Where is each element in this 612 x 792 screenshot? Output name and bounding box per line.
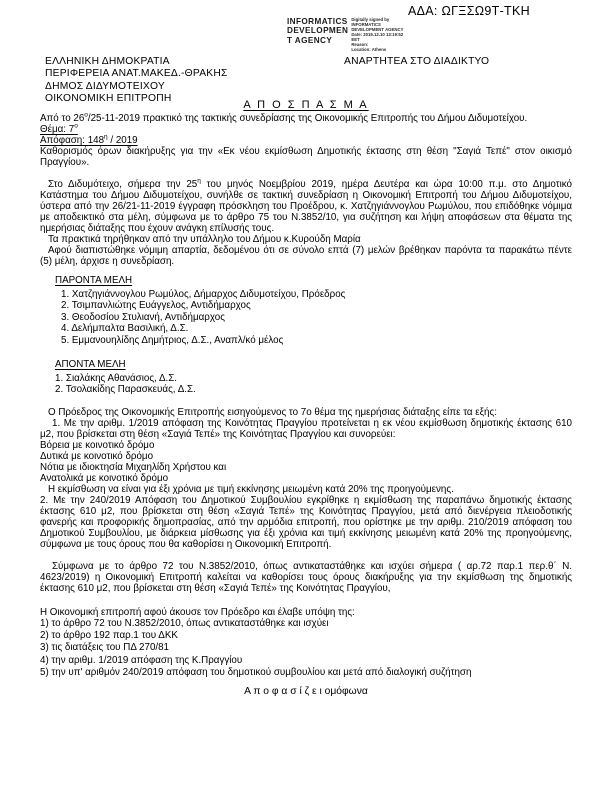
absent-member-row: 1. Σιαλάκης Αθανάσιος, Δ.Σ. [55, 372, 178, 384]
decision-number-year: / 2019 [107, 135, 138, 146]
considerations-list [40, 618, 572, 680]
signature-detail-line: EET [351, 37, 360, 42]
signature-details [351, 17, 403, 52]
publication-notice: ΑΝΑΡΤΗΤΕΑ ΣΤΟ ΔΙΑΔΙΚΤΥΟ [344, 56, 490, 67]
boundary-north-line: Βόρεια με κοινοτικό δρόμο [40, 439, 155, 451]
intro-text: Στο Διδυμότειχο, σήμερα την 25 [48, 179, 198, 190]
verdict-line: Α π ο φ α σ ί ζ ε ι ομόφωνα [244, 685, 368, 697]
signature-detail-line: Date: 2019.12.10 13:19:52 [351, 32, 404, 37]
consideration-item: 1) το άρθρο 72 του Ν.3852/2010, όπως αντικαταστάθηκε και ισχύει [40, 617, 329, 629]
theme-superscript: ο [74, 122, 78, 130]
source-superscript: ο [84, 111, 88, 119]
digital-signature-stamp [287, 17, 403, 52]
signature-detail-line: Digitally signed by [351, 17, 390, 22]
consideration-item: 3) τις διατάξεις του ΠΔ 270/81 [40, 642, 170, 654]
agency-line: INFORMATICS [287, 17, 348, 26]
boundary-south-line: Νότια με ιδιοκτησία Μιχαηλίδη Χρήστου και [40, 461, 227, 473]
agency-line: DEVELOPMEN [287, 26, 349, 36]
present-member-row: 1. Χατζηγιάννογλου Ρωμύλος, Δήμαρχος Διδυμοτείχου, Πρόεδρος [61, 288, 346, 300]
decision-number-superscript: η [104, 133, 108, 141]
point1-paragraph: 1. Με την αριθμ. 1/2019 απόφαση της Κοινότητας Πραγγίου προτείνεται η εκ νέου εκμίσθωση δημοτικής έκτασης 610 μ2, που βρίσκεται στη θέση «Σαγιά Τεπέ» της Κοινότητας Πραγγίου και συνορεύει: [40, 417, 572, 440]
decision-number-text: Απόφαση: 148 [40, 135, 105, 146]
minutes-keeper-line: Τα πρακτικά τηρήθηκαν από την υπάλληλο του Δήμου κ.Κυρούδη Μαρία [48, 234, 361, 245]
present-member-row: 3. Θεοδοσίου Στυλιανή, Αντιδήμαρχος [61, 311, 225, 323]
boundary-west-line: Δυτικά με κοινοτικό δρόμο [40, 450, 154, 462]
present-member-row: 5. Εμμανουηλίδης Δημήτριος, Δ.Σ., Αναπλ/κό μέλος [61, 334, 284, 346]
quorum-paragraph: Αφού διαπιστώθηκε νόμιμη απαρτία, δεδομένου ότι σε σύνολο επτά (7) μελών βρέθηκαν παρόντα τα παρακάτω πέντε (5) μέλη, άρχισε η συνεδρίαση. [40, 245, 572, 267]
legal-basis-paragraph: Σύμφωνα με το άρθρο 72 του Ν.3852/2010, όπως αντικαταστάθηκε και ισχύει σήμερα ( αρ.72 παρ.1 περ.θ΄ Ν. 4623/2019) η Οικονομική Επιτροπή καλείται να καθορίσει τους όρους διακήρυξης για την εκμίσθωση της δημοτικής έκτασης 610 μ2, που βρίσκεται στη θέση «Σαγιά Τεπέ» της Κοινότητας Πραγγίου, [40, 560, 572, 594]
absent-member-row: 2. Τσολακίδης Παρασκευάς, Δ.Σ. [55, 384, 196, 395]
decision-number-line [40, 135, 572, 146]
subject-paragraph: Καθορισμός όρων διακήρυξης για την «Εκ νέου εκμίσθωση Δημοτικής έκτασης στη θέση "Σαγιά Τεπέ" στον οικισμό Πραγγίου». [40, 146, 572, 168]
signature-detail-line: Location: Athens [351, 47, 387, 52]
consideration-item: 5) την υπ' αριθμόν 240/2019 απόφαση του δημοτικού συμβουλίου και μετά από διαλογική συζήτηση [40, 667, 472, 679]
signature-detail-line: Reason: [351, 42, 369, 47]
authority-line-region: ΠΕΡΙΦΕΡΕΙΑ ΑΝΑΤ.ΜΑΚΕΔ.-ΘΡΑΚΗΣ [45, 68, 228, 80]
present-member-row: 2. Τσιμπανλιώτης Ευάγγελος, Αντιδήμαρχος [61, 300, 251, 311]
excerpt-source-line [40, 113, 572, 124]
consideration-item: 4) την αριθμ. 1/2019 απόφαση της Κ.Πραγγίου [40, 654, 243, 666]
agency-line: T AGENCY [287, 35, 333, 45]
issuing-authority-block [45, 56, 228, 105]
document-title-text: Α Π Ο Σ Π Α Σ Μ Α [243, 99, 369, 111]
theme-text: Θέμα: 7 [40, 124, 75, 135]
document-title [0, 99, 612, 111]
present-member-row: 4. Δελήμπαλτα Βασιλική, Δ.Σ. [61, 323, 189, 334]
authority-line-committee: ΟΙΚΟΝΟΜΙΚΗ ΕΠΙΤΡΟΠΗ [45, 92, 172, 104]
lease-terms-line: Η εκμίσθωση να είναι για έξι χρόνια με τιμή εκκίνησης μειωμένη κατά 20% της προηγούμενης. [48, 483, 454, 495]
present-members-section [55, 275, 572, 346]
absent-members-heading [55, 359, 572, 371]
considered-intro-line: Η Οικονομική επιτροπή αφού άκουσε τον Πρόεδρο και έλαβε υπόψη της: [40, 606, 355, 618]
point2-paragraph: 2. Με την 240/2019 Απόφαση του Δημοτικού Συμβουλίου εγκρίθηκε η εκμίσθωση της παραπάνω δημοτικής έκτασης έκτασης 610 μ2, που βρίσκεται στη θέση «Σαγιά Τεπέ» της Κοινότητας Πραγγίου, μετά από διενέργεια πλειοδοτικής φανερής και προφορικής δημοπρασίας, από την αρμόδια επιτροπή, που ορίστηκε με την αριθμ. 210/2019 απόφαση του Δημοτικού Συμβουλίου, με διάρκεια μίσθωσης για έξι χρόνια και τιμή εκκίνησης μειωμένη κατά 20% της προηγούμενης, σύμφωνα με τους όρους που θα καθορίσει η Οικονομική Επιτροπή. [40, 494, 572, 550]
source-text: Από το 26 [40, 113, 85, 124]
signing-agency-name [287, 17, 348, 52]
chair-introduction-line: Ο Πρόεδρος της Οικονομικής Επιτροπής εισηγούμενος το 7ο θέμα της ημερήσιας διάταξης είπε τα εξής: [48, 406, 497, 418]
present-members-heading [55, 275, 572, 287]
intro-superscript: η [197, 177, 201, 185]
source-text: /25-11-2019 πρακτικό της τακτικής συνεδρίασης της Οικονομικής Επιτροπής του Δήμου Διδυμοτείχου. [87, 113, 528, 124]
authority-line-municipality: ΔΗΜΟΣ ΔΙΔΥΜΟΤΕΙΧΟΥ [45, 80, 165, 92]
absent-members-heading-text: ΑΠΟΝΤΑ ΜΕΛΗ [55, 359, 126, 370]
document-body [40, 113, 572, 697]
intro-text: του μηνός Νοεμβρίου 2019, ημέρα Δευτέρα και ώρα 10:00 π.μ. στο Δημοτικό Κατάστημα του Δήμου Διδυμοτείχου, συνήλθε σε τακτική συνεδρίαση η Οικονομική Επιτροπή του Δήμου Διδυμοτείχου, ύστερα από την 26/21-11-2019 έγγραφη πρόσκληση του Προέδρου, κ. Χατζηγιάννογλου Ρωμύλου, που επιδόθηκε νόμιμα με αποδεικτικό στα μέλη, σύμφωνα με το άρθρο 75 του Ν.3852/10, για συζήτηση και λήψη αποφάσεων στα θέματα της ημερήσιας διάταξης που έχουν ανάγκη επίλυσής τους. [40, 179, 573, 234]
boundary-east-line: Ανατολικά με κοινοτικό δρόμο [40, 472, 169, 484]
theme-line [40, 124, 572, 135]
ada-code: ΑΔΑ: ΩΓΞΣΩ9Τ-ΤΚΗ [408, 4, 530, 18]
present-members-heading-text: ΠΑΡΟΝΤΑ ΜΕΛΗ [55, 275, 133, 286]
consideration-item: 2) το άρθρο 192 παρ.1 του ΔΚΚ [40, 629, 178, 641]
absent-members-section [55, 359, 572, 396]
signature-detail-line: INFORMATICS [351, 22, 381, 27]
signature-detail-line: DEVELOPMENT AGENCY [351, 27, 404, 32]
meeting-intro-paragraph [40, 179, 572, 234]
authority-line-republic: ΕΛΛΗΝΙΚΗ ΔΗΜΟΚΡΑΤΙΑ [45, 56, 170, 67]
